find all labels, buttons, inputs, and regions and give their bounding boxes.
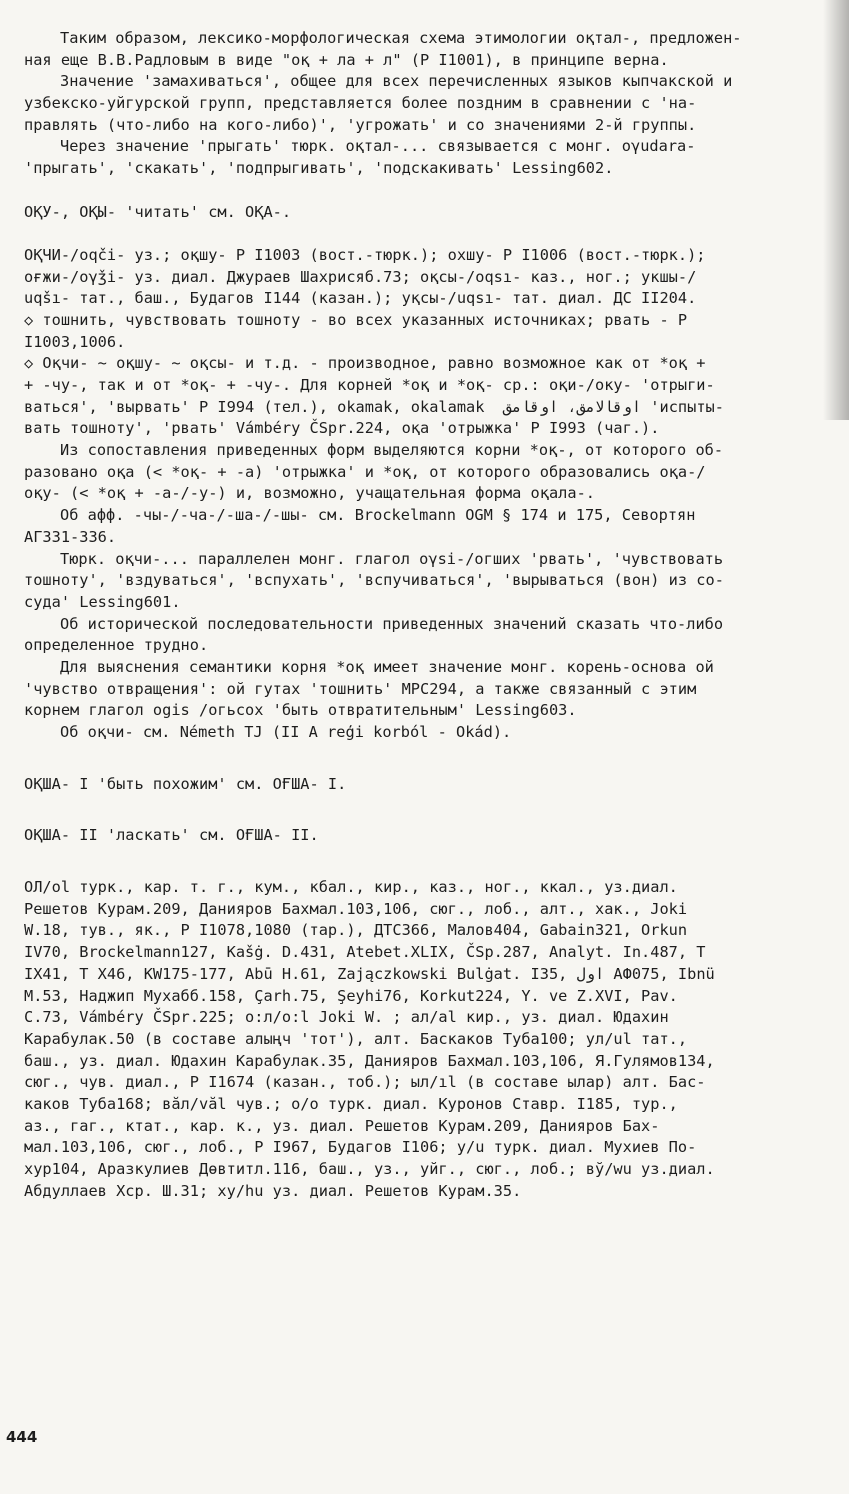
text-line: баш., уз. диал. Юдахин Карабулак.35, Данияров Бахмал.103,106, Я.Гулямов134, bbox=[24, 1051, 715, 1070]
text-line: оғжи-/oγǯi- уз. диал. Джураев Шахрисяб.73; оқсы-/oqsı- каз., ног.; укшы-/ bbox=[24, 267, 697, 286]
paragraph-p11 bbox=[24, 657, 824, 722]
paragraph-p9 bbox=[24, 549, 824, 614]
text-line: ◇ тошнить, чувствовать тошноту - во всех указанных источниках; рвать - Р bbox=[24, 310, 688, 329]
paragraph-p10 bbox=[24, 614, 824, 657]
paragraph-p12 bbox=[24, 722, 824, 744]
paragraph-p4 bbox=[24, 202, 824, 224]
text-line: оқу- (< *оқ + -а-/-у-) и, возможно, учащательная форма оқала-. bbox=[24, 484, 595, 503]
text-line: 'прыгать', 'скакать', 'подпрыгивать', 'подскакивать' Lessing602. bbox=[24, 159, 614, 178]
text-line: вать тошноту', 'рвать' Vámbéry ČSpr.224, оқа 'отрыжка' Р I993 (чаг.). bbox=[24, 419, 660, 438]
dictionary-page bbox=[24, 28, 824, 1202]
text-line: АГ331-336. bbox=[24, 527, 117, 546]
text-line: W.18, тув., як., Р I1078,1080 (тар.), ДТС366, Малов404, Gabain321, Orkun bbox=[24, 921, 688, 940]
text-line: I1003,1006. bbox=[24, 332, 126, 351]
paragraph-spacer bbox=[24, 744, 824, 774]
text-line: суда' Lessing601. bbox=[24, 592, 181, 611]
text-line: ОҚША- I 'быть похожим' см. ОҒША- I. bbox=[24, 774, 347, 793]
paragraph-p14 bbox=[24, 825, 824, 847]
paragraph-p6 bbox=[24, 353, 824, 440]
text-line: мал.103,106, сюг., лоб., Р I967, Будагов I106; у/u турк. диал. Мухиев По- bbox=[24, 1138, 697, 1157]
text-line: Из сопоставления приведенных форм выделяются корни *оқ-, от которого об- bbox=[60, 441, 724, 460]
text-line: Решетов Курам.209, Данияров Бахмал.103,106, сюг., лоб., алт., хак., Joki bbox=[24, 899, 688, 918]
text-line: M.53, Наджип Мухабб.158, Çarh.75, Şeyhi76, Korkut224, Y. ve Z.XVI, Pav. bbox=[24, 986, 678, 1005]
text-line: Абдуллаев Хср. Ш.31; ху/hu уз. диал. Решетов Курам.35. bbox=[24, 1181, 522, 1200]
text-line: IX41, T X46, KW175-177, Abū H.61, Zajączkowski Bulġat. I35, اول AФ075, Ibnü bbox=[24, 964, 715, 983]
text-line: + -чу-, так и от *оқ- + -чу-. Для корней *оқ и *оқ- ср.: оқи-/оку- 'отрыги- bbox=[24, 376, 715, 394]
page-number: 444 bbox=[6, 1428, 38, 1446]
paragraph-p7 bbox=[24, 440, 824, 505]
text-line: тошноту', 'вздуваться', 'вспухать', 'вспучиваться', 'вырываться (вон) из со- bbox=[24, 571, 724, 590]
paragraph-p15 bbox=[24, 877, 824, 1202]
text-line: разовано оқа (< *оқ- + -а) 'отрыжка' и *оқ, от которого образовались оқа-/ bbox=[24, 462, 706, 481]
text-line: C.73, Vámbéry ČSpr.225; о:л/o:l Joki W. ; ал/al кир., уз. диал. Юдахин bbox=[24, 1008, 669, 1027]
scan-edge-shadow bbox=[823, 0, 849, 420]
text-line: ная еще В.В.Радловым в виде "оқ + ла + л" (Р I1001), в принципе верна. bbox=[24, 50, 669, 69]
text-line: Через значение 'прыгать' тюрк. оқтал-... связывается с монг. oγudara- bbox=[60, 137, 696, 156]
text-line: uqšı- тат., баш., Будагов I144 (казан.); уқсы-/uqsı- тат. диал. ДС II204. bbox=[24, 289, 697, 308]
text-line: ваться', 'вырвать' Р I994 (тел.), okamak, okalamak اوقالامق، اوقامق 'испыты- bbox=[24, 397, 724, 416]
paragraph-spacer bbox=[24, 223, 824, 245]
text-line: ОҚША- II 'ласкать' см. ОҒША- II. bbox=[24, 826, 319, 845]
text-line: Таким образом, лексико-морфологическая схема этимологии оқтал-, предложен- bbox=[60, 29, 742, 47]
text-line: Об оқчи- см. Németh TJ (II A reģi korból - Okád). bbox=[60, 723, 512, 741]
text-line: каков Туба168; вăл/văl чув.; о/о турк. диал. Куронов Ставр. I185, тур., bbox=[24, 1094, 678, 1113]
paragraph-p8 bbox=[24, 505, 824, 548]
paragraph-spacer bbox=[24, 795, 824, 825]
paragraph-p1 bbox=[24, 28, 824, 71]
text-line: Карабулак.50 (в составе алыңч 'тот'), алт. Баскаков Туба100; ул/ul тат., bbox=[24, 1029, 688, 1048]
text-line: аз., гаг., ктат., кар. к., уз. диал. Решетов Курам.209, Данияров Бах- bbox=[24, 1116, 660, 1135]
text-line: 'чувство отвращения': ой гутах 'тошнить' МРС294, а также связанный с этим bbox=[24, 679, 697, 698]
text-line: сюг., чув. диал., Р I1674 (казан., тоб.); ыл/ıl (в составе ылар) алт. Бас- bbox=[24, 1073, 706, 1092]
text-line: ОҚУ-, ОҚЫ- 'читать' см. ОҚА-. bbox=[24, 202, 292, 221]
text-line: определенное трудно. bbox=[24, 636, 209, 655]
text-line: ОЛ/ol турк., кар. т. г., кум., кбал., кир., каз., ног., ккал., уз.диал. bbox=[24, 878, 678, 897]
paragraph-spacer bbox=[24, 847, 824, 877]
text-line: Тюрк. оқчи-... параллелен монг. глагол oγsi-/огших 'рвать', 'чувствовать bbox=[60, 549, 724, 568]
paragraph-p5 bbox=[24, 245, 824, 353]
text-line: Об исторической последовательности приведенных значений сказать что-либо bbox=[60, 614, 724, 633]
paragraph-p3 bbox=[24, 136, 824, 179]
text-line: ◇ Оқчи- ~ оқшу- ~ оқсы- и т.д. - производное, равно возможное как от *оқ + bbox=[24, 354, 706, 373]
text-line: Об афф. -чы-/-ча-/-ша-/-шы- см. Brockelmann OGM § 174 и 175, Севортян bbox=[60, 506, 696, 525]
text-line: ОҚЧИ-/oqči- уз.; оқшу- Р I1003 (вост.-тюрк.); охшу- Р I1006 (вост.-тюрк.); bbox=[24, 245, 706, 264]
text-line: узбекско-уйгурской групп, представляется более поздним в сравнении с 'на- bbox=[24, 94, 697, 113]
text-line: правлять (что-либо на кого-либо)', 'угрожать' и со значениями 2-й группы. bbox=[24, 115, 697, 134]
paragraph-p13 bbox=[24, 774, 824, 796]
text-line: корнем глагол ogis /огьсох 'быть отвратительным' Lessing603. bbox=[24, 701, 577, 720]
text-line: Значение 'замахиваться', общее для всех перечисленных языков кыпчакской и bbox=[60, 72, 733, 91]
text-line: Для выяснения семантики корня *оқ имеет значение монг. корень-основа ой bbox=[60, 657, 714, 676]
text-line: хур104, Аразкулиев Дөвтитл.116, баш., уз., уйг., сюг., лоб.; вў/wu уз.диал. bbox=[24, 1160, 715, 1178]
text-line: IV70, Brockelmann127, Kašġ. D.431, Atebet.XLIX, ČSp.287, Analyt. In.487, T bbox=[24, 943, 706, 962]
paragraph-spacer bbox=[24, 180, 824, 202]
paragraph-p2 bbox=[24, 71, 824, 136]
